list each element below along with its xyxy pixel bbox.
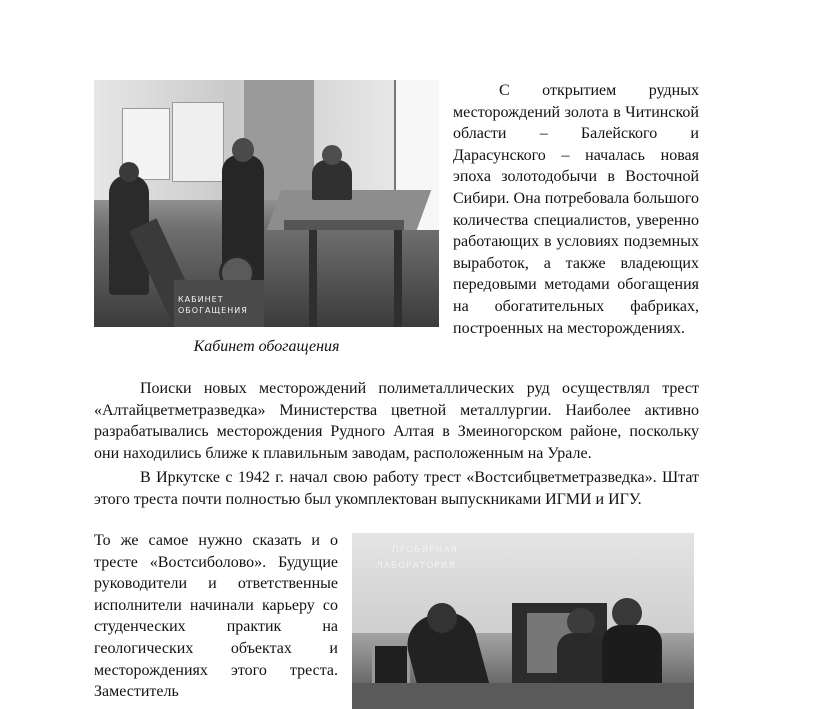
paragraph-irkutsk: В Иркутске с 1942 г. начал свою работу трест «Востсибцветметразведка». Штат этого треста почти полностью был укомплектован выпускниками ИГМИ и ИГУ.	[94, 469, 699, 508]
lab-sign-line2: ЛАБОРАТОРИЯ	[376, 561, 456, 571]
cabinet-sign-text: КАБИНЕТ ОБОГАЩЕНИЯ	[178, 295, 248, 315]
lab-sign-line1: ПРОБИРНАЯ	[392, 545, 458, 555]
left-column-paragraph: То же самое нужно сказать и о тресте «Востсиболово». Будущие руководители и ответственные исполнители начинали карьеру со студенческих практик на геологических объектах и месторождениях этого треста. Заместитель	[94, 532, 338, 701]
left-column-text	[94, 530, 338, 703]
laboratory-photo	[352, 533, 694, 709]
right-column-text	[453, 80, 699, 339]
main-text	[94, 378, 699, 511]
paragraph-polymetal: Поиски новых месторождений полиметаллических руд осуществлял трест «Алтайцветметразведка» Министерства цветной металлургии. Наиболее активно разрабатывались месторождения Рудного Алтая в Змеиногорском районе, поскольку они находились ближе к плавильным заводам, расположенным на Урале.	[94, 380, 699, 462]
right-column-paragraph: С открытием рудных месторождений золота в Читинской области – Балейского и Дарасунского – началась новая эпоха золотодобычи в Восточной Сибири. Она потребовала большого количества специалистов, уверенно работающих в условиях подземных выработок, а также владеющих передовыми методами обогащения на обогатительных фабриках, построенных на месторождениях.	[453, 82, 699, 337]
figure-caption: Кабинет обогащения	[193, 338, 340, 355]
cabinet-photo	[94, 80, 439, 327]
